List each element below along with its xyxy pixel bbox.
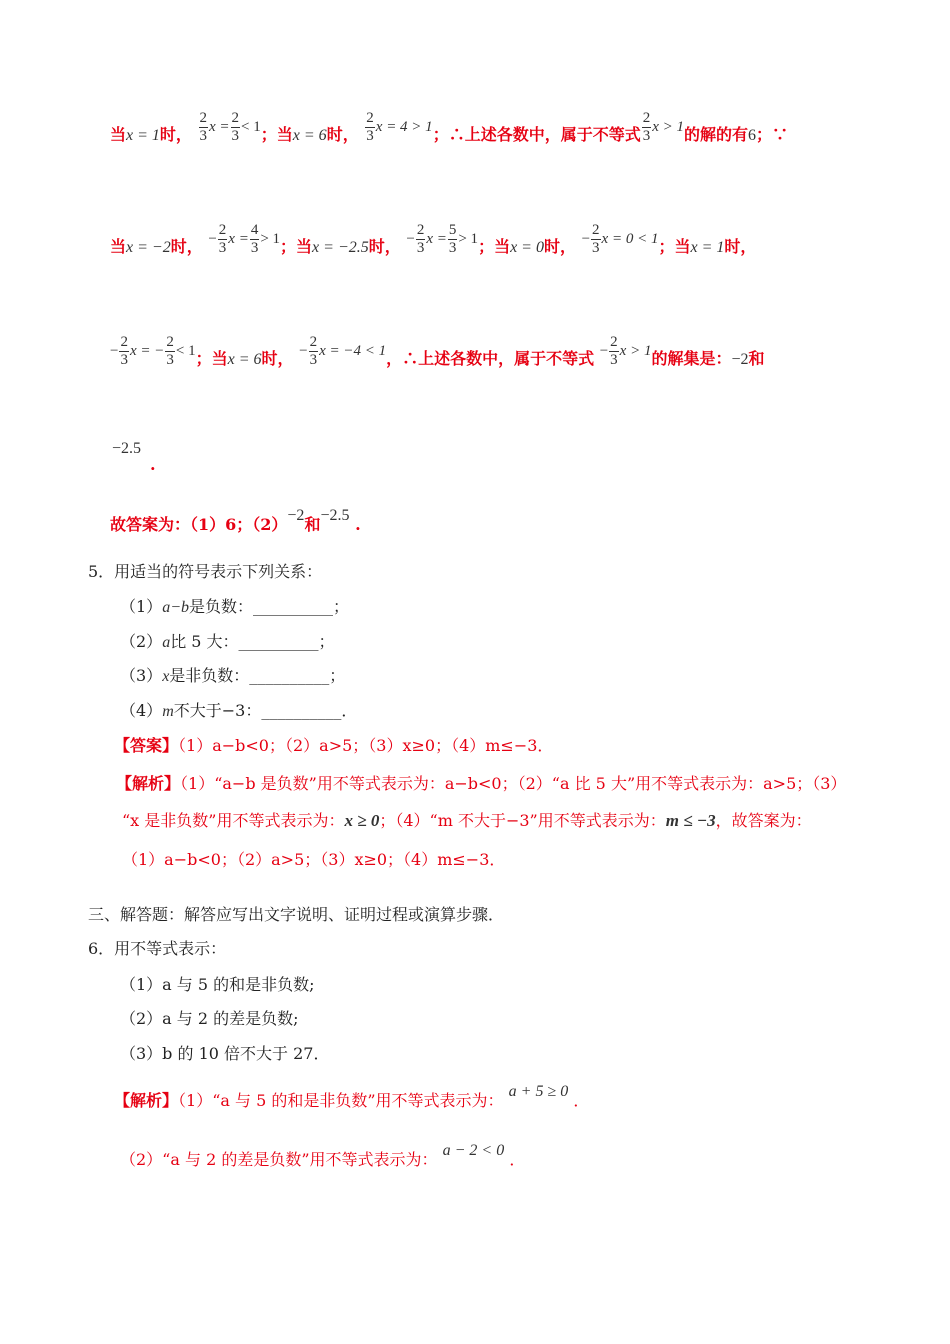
math-expr: x = 4 > 1 (375, 119, 433, 135)
math-expr: x = −2.5 (312, 239, 369, 256)
math-expr: −2 (287, 507, 305, 524)
section-3-title: 三、解答题：解答应写出文字说明、证明过程或演算步骤． (88, 905, 505, 924)
text: . (150, 455, 156, 474)
math-expr: x = −2 (126, 239, 171, 256)
q5-title: 5．用适当的符号表示下列关系： (88, 562, 323, 581)
fraction: $\frac{2}{3}$ (199, 110, 208, 144)
fraction: $\frac{2}{3}$ (166, 334, 174, 368)
q6-analysis-2 (120, 1142, 526, 1170)
text: ；∴上述各数中，属于不等式 (432, 125, 641, 144)
math-expr: x = − (129, 343, 165, 359)
math-expr: x = −4 < 1 (319, 343, 387, 359)
fraction: $\frac{2}{3}$ (309, 334, 318, 368)
math-expr: x = (426, 231, 447, 247)
text: 时， (368, 237, 401, 256)
analysis-label: 【解析】 (116, 774, 181, 793)
math-expr: − (599, 343, 609, 359)
text: 时， (326, 125, 359, 144)
text: 当 (110, 125, 127, 144)
q5-item-2: （2）a比 5 大：__________； (120, 632, 335, 651)
q6-analysis-1 (114, 1083, 590, 1111)
fraction: $\frac{2}{3}$ (120, 334, 128, 368)
fraction: $\frac{2}{3}$ (366, 110, 374, 144)
math-expr: x = (228, 231, 249, 247)
fraction: $\frac{2}{3}$ (416, 222, 425, 256)
math-expr: x ≥ 0 (344, 811, 380, 830)
q6-item-3: （3）b 的 10 倍不大于 27． (120, 1044, 330, 1063)
answer-line (110, 507, 361, 535)
text: ；当 (478, 237, 511, 256)
text: ． (573, 1091, 590, 1110)
q6-item-2: （2）a 与 2 的差是负数; (120, 1009, 299, 1028)
text: . (355, 515, 361, 534)
text: 故答案为：（1）6；（2） (110, 515, 288, 534)
q5-analysis-3: （1）a−b<0；（2）a>5；（3）x≥0；（4）m≤−3． (122, 850, 506, 869)
math-expr: x = 0 < 1 (601, 231, 659, 247)
q6-item-1: （1）a 与 5 的和是非负数; (120, 975, 315, 994)
solution-line-1 (110, 110, 789, 153)
math-expr: − (406, 231, 415, 247)
fraction: $\frac{5}{3}$ (448, 222, 457, 256)
math-expr: − (299, 343, 308, 359)
q5-item-3: （3）x是非负数：__________； (120, 666, 346, 685)
text: ． (509, 1150, 526, 1169)
text: ；当 (195, 349, 228, 368)
math-expr: a + 5 ≥ 0 (508, 1083, 569, 1100)
math-expr: < 1 (241, 119, 261, 135)
fraction: $\frac{2}{3}$ (610, 334, 618, 368)
math-expr: − (208, 231, 217, 247)
text: ；当 (658, 237, 691, 256)
math-expr: −2 (731, 351, 749, 368)
math-expr: > 1 (260, 231, 281, 247)
fraction: $\frac{4}{3}$ (250, 222, 259, 256)
text: ，∴上述各数中，属于不等式 (386, 349, 595, 368)
q5-answer (114, 733, 553, 756)
math-expr: x = 1 (126, 127, 160, 144)
text: 的解的有 (683, 125, 748, 144)
text: ；当 (280, 237, 313, 256)
math-expr: x = 0 (510, 239, 544, 256)
fraction: $\frac{2}{3}$ (218, 222, 227, 256)
text: 6 (748, 127, 756, 144)
math-expr: > 1 (458, 231, 479, 247)
text: ；∵ (756, 125, 789, 144)
text: 和 (748, 349, 765, 368)
text: 时， (170, 237, 203, 256)
text: 时， (261, 349, 294, 368)
math-expr: m ≤ −3 (665, 811, 716, 830)
q6-title: 6．用不等式表示： (88, 939, 227, 958)
q5-analysis-1 (116, 771, 846, 794)
solution-line-4 (112, 438, 141, 458)
math-expr: < 1 (175, 343, 196, 359)
text: 当 (110, 237, 127, 256)
text: ；当 (260, 125, 293, 144)
q5-item-1: （1）a−b是负数：__________； (120, 597, 349, 616)
math-expr: −2.5 (112, 440, 142, 457)
fraction: $\frac{2}{3}$ (592, 222, 600, 256)
math-expr: x = 6 (292, 127, 327, 144)
analysis-text: （2）“a 与 2 的差是负数”用不等式表示为： (120, 1150, 438, 1169)
math-expr: a − 2 < 0 (442, 1142, 505, 1159)
math-expr: x > 1 (652, 119, 684, 135)
solution-line-2 (110, 222, 757, 265)
analysis-text: （1）“a 与 5 的和是非负数”用不等式表示为： (178, 1091, 504, 1110)
text: 时， (543, 237, 576, 256)
math-expr: − (581, 231, 591, 247)
solution-line-3 (110, 334, 765, 377)
analysis-label: 【解析】 (114, 1091, 179, 1110)
math-expr: −2.5 (320, 507, 350, 524)
text: 和 (304, 515, 321, 534)
answer-label: 【答案】 (114, 736, 179, 755)
math-expr: − (110, 343, 119, 359)
text: 时， (724, 237, 757, 256)
q5-analysis-2: “x 是非负数”用不等式表示为：x ≥ 0；（4）“m 不大于−3”用不等式表示为：m ≤ −3，故答案为： (122, 811, 812, 830)
text: 时， (159, 125, 192, 144)
math-expr: x > 1 (619, 343, 652, 359)
solution-line-4-dot (150, 455, 156, 474)
q5-item-4: （4）m不大于−3：__________． (120, 701, 358, 720)
math-expr: x = 1 (690, 239, 725, 256)
text: 的解集是： (651, 349, 732, 368)
math-expr: x = (209, 119, 230, 135)
fraction: $\frac{2}{3}$ (231, 110, 240, 144)
fraction: $\frac{2}{3}$ (642, 110, 651, 144)
answer-text: （1）a−b<0；（2）a>5；（3）x≥0；（4）m≤−3． (178, 736, 554, 755)
analysis-text: （1）“a−b 是负数”用不等式表示为：a−b<0；（2）“a 比 5 大”用不等式表示为：a>5；（3） (180, 774, 847, 793)
math-expr: x = 6 (227, 351, 262, 368)
